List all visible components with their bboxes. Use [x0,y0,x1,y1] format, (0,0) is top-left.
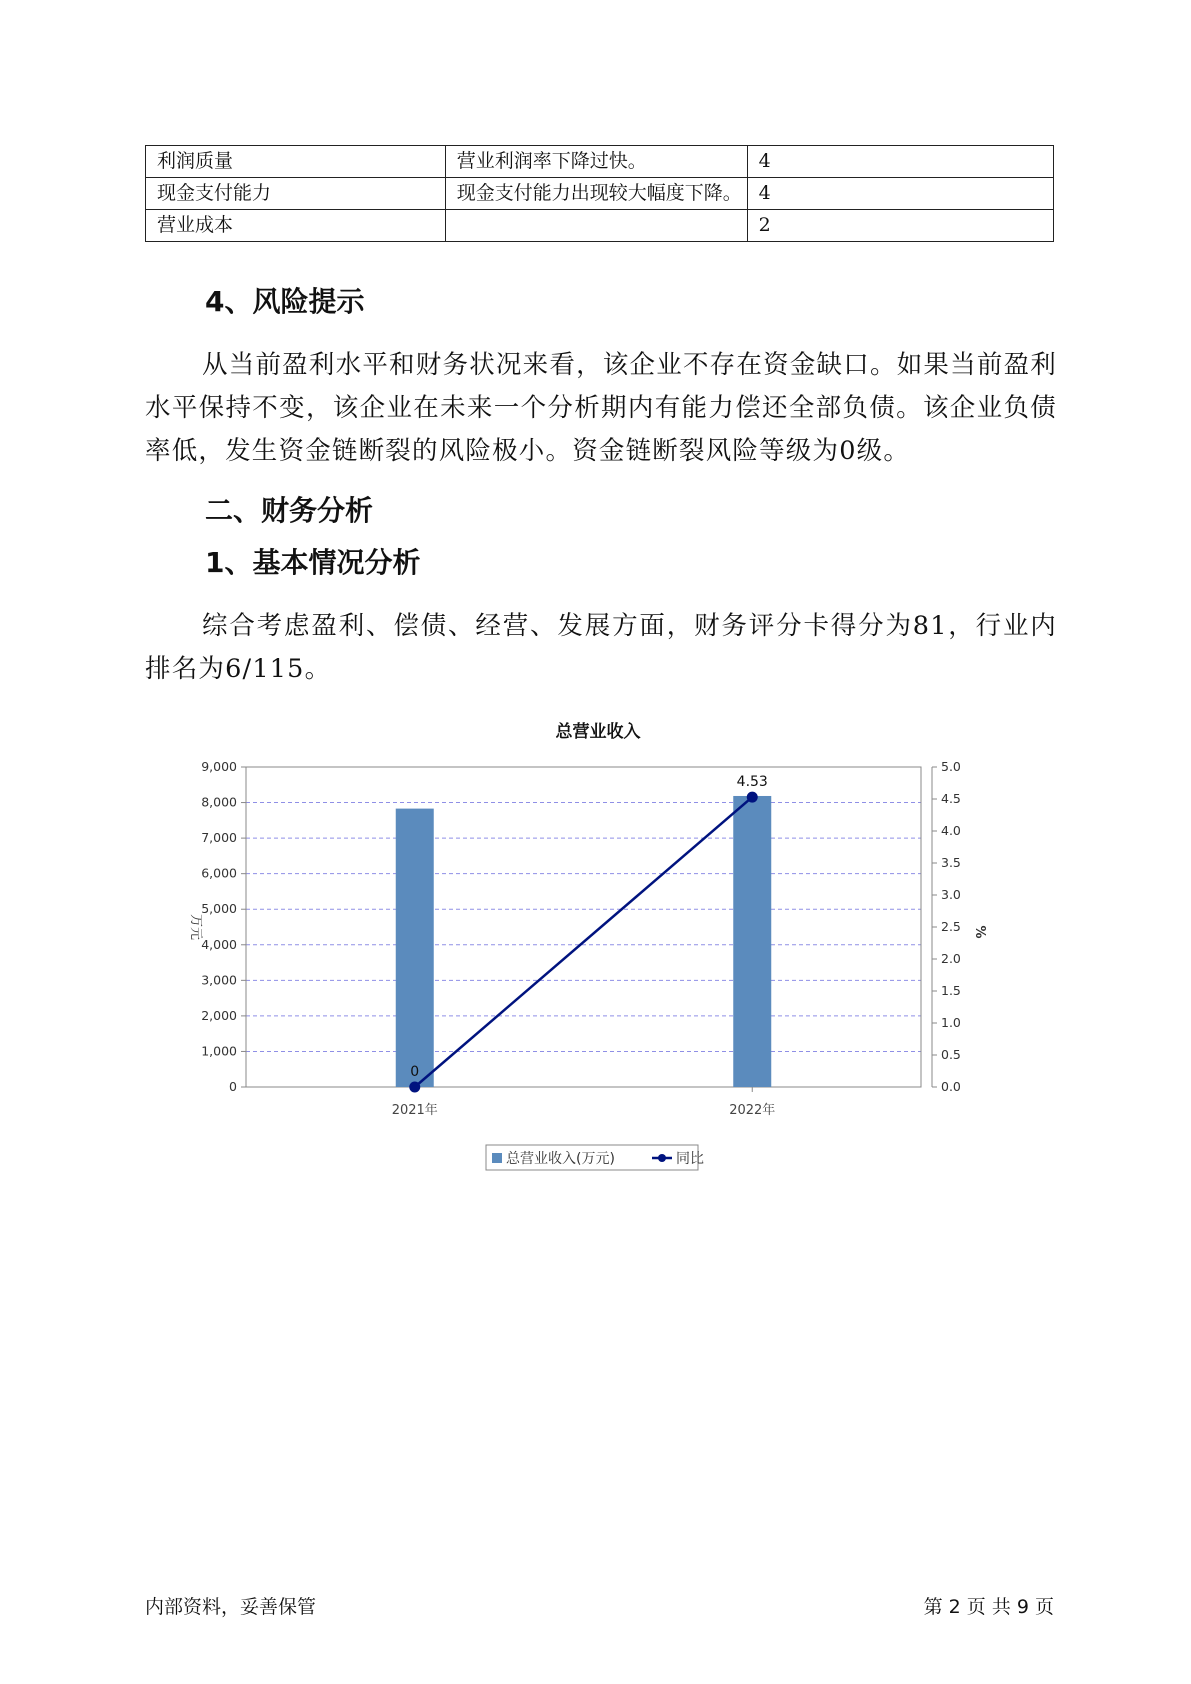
finance-heading: 二、财务分析 [205,494,374,527]
y2-tick-label: 5.0 [941,759,961,774]
yoy-data-label: 4.53 [736,774,768,791]
y2-tick-label: 2.5 [941,919,961,934]
right-axis-label: % [972,925,987,939]
x-tick-label: 2021年 [391,1103,438,1118]
y2-tick-label: 1.0 [941,1015,961,1030]
x-tick-label: 2022年 [729,1103,776,1118]
y-tick-label: 2,000 [201,1007,237,1023]
chart-legend [486,1145,704,1170]
basic-analysis-heading: 1、基本情况分析 [205,546,421,579]
y-tick-label: 8,000 [201,794,237,810]
y2-tick-label: 1.5 [941,983,961,998]
yoy-point [409,1082,420,1093]
footer-confidential: 内部资料，妥善保管 [145,1596,317,1618]
factor-score-cell: 4 [747,178,1053,210]
legend-line-label: 同比 [676,1151,704,1167]
plot-area-border [246,767,921,1087]
y-tick-label: 1,000 [201,1043,237,1059]
revenue-bar [733,796,771,1087]
factor-desc-cell: 营业利润率下降过快。 [445,146,747,178]
factor-name-cell: 营业成本 [146,210,446,242]
factor-score-cell: 4 [747,146,1053,178]
y-tick-label: 7,000 [201,830,237,846]
factor-name-cell: 现金支付能力 [146,178,446,210]
basic-analysis-paragraph: 综合考虑盈利、偿债、经营、发展方面，财务评分卡得分为81，行业内排名为6/115。 [145,611,1057,684]
table-row [146,178,1054,210]
left-axis-label: 万元 [188,913,203,941]
risk-factor-table [145,145,1054,242]
y2-tick-label: 3.5 [941,855,961,870]
y-tick-label: 3,000 [201,972,237,988]
y2-tick-label: 2.0 [941,951,961,966]
risk-paragraph: 从当前盈利水平和财务状况来看，该企业不存在资金缺口。如果当前盈利水平保持不变，该企业在未来一个分析期内有能力偿还全部负债。该企业负债率低，发生资金链断裂的风险极小。资金链断裂风险等级为0级。 [145,350,1057,466]
table-row [146,146,1054,178]
factor-score-cell: 2 [747,210,1053,242]
yoy-line [415,797,753,1087]
y2-tick-label: 0.0 [941,1079,961,1094]
y-tick-label: 6,000 [201,865,237,881]
table-row [146,210,1054,242]
yoy-point [747,792,758,803]
yoy-data-label: 0 [410,1064,420,1080]
y2-tick-label: 0.5 [941,1047,961,1062]
right-axis-ticks [932,759,961,1094]
legend-bar-label: 总营业收入(万元) [506,1151,615,1167]
y2-tick-label: 4.5 [941,791,961,806]
y-tick-label: 5,000 [201,901,237,917]
y2-tick-label: 4.0 [941,823,961,838]
chart-title: 总营业收入 [555,722,641,742]
y-tick-label: 0 [229,1079,237,1094]
left-axis-ticks [201,759,246,1094]
risk-heading: 4、风险提示 [205,285,365,318]
revenue-bar [396,809,434,1087]
chart-gridlines [246,767,921,1051]
legend-bar-swatch [492,1153,502,1163]
factor-desc-cell [445,210,747,242]
y-tick-label: 4,000 [201,936,237,952]
revenue-chart [170,712,1020,1177]
factor-desc-cell: 现金支付能力出现较大幅度下降。 [445,178,747,210]
footer-page-number: 第 2 页 共 9 页 [923,1596,1054,1618]
factor-name-cell: 利润质量 [146,146,446,178]
legend-line-marker [658,1154,666,1162]
y-tick-label: 9,000 [201,759,237,774]
y2-tick-label: 3.0 [941,887,961,902]
